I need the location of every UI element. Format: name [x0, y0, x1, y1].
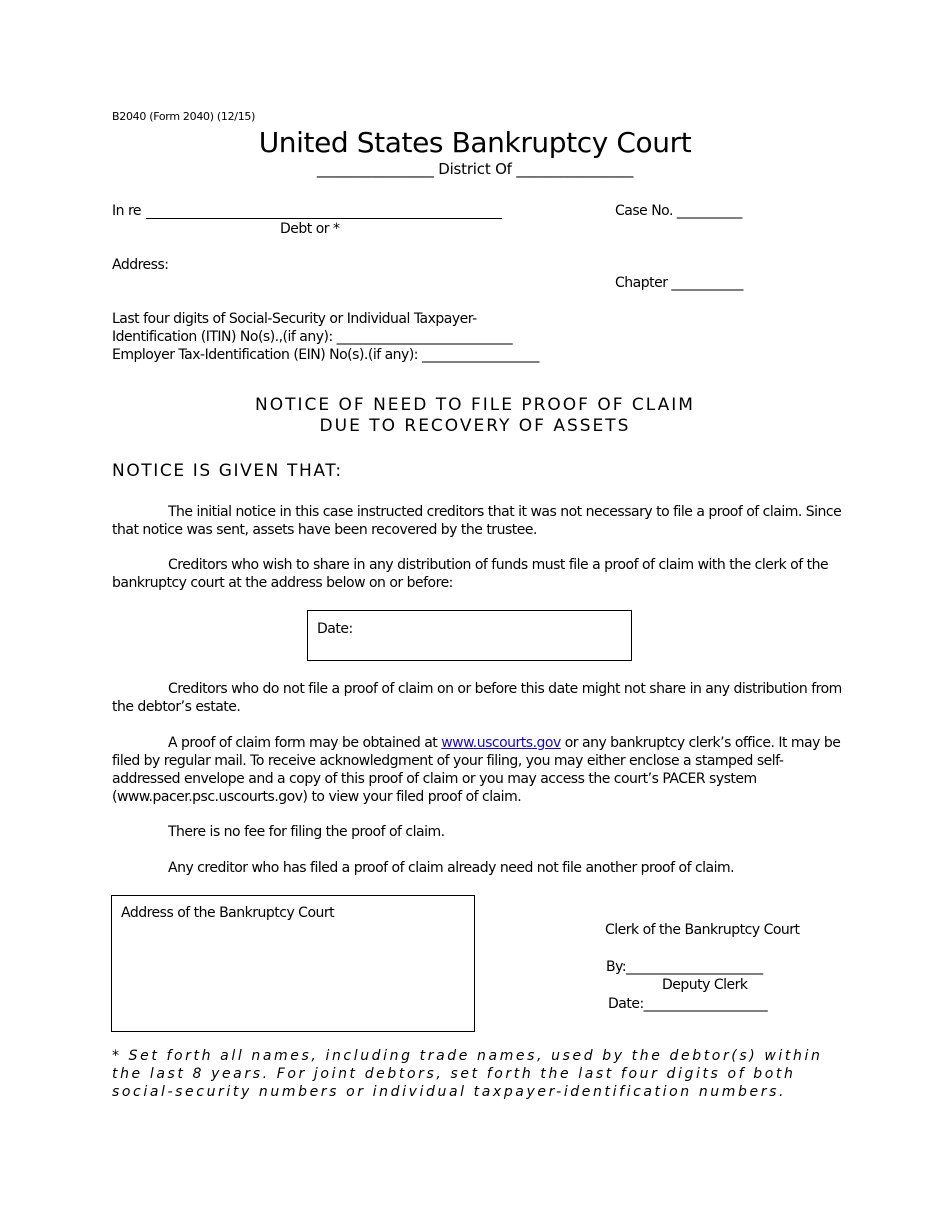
debtor-footnote — [112, 1047, 832, 1101]
date-box — [307, 610, 632, 661]
clerk-date-line: Date:___________________ — [608, 996, 768, 1012]
uscourts-link[interactable]: www.uscourts.gov — [441, 735, 561, 751]
notice-title-line-1: NOTICE OF NEED TO FILE PROOF OF CLAIM — [255, 395, 695, 415]
date-label: Date: — [317, 621, 353, 637]
court-title: United States Bankruptcy Court — [258, 126, 692, 159]
notice-given-heading: NOTICE IS GIVEN THAT: — [112, 461, 343, 481]
footnote-line-1: * Set forth all names, including trade names, used by the debtor(s) within — [112, 1048, 823, 1064]
paragraph-proof-form-intro: A proof of claim form may be obtained at — [168, 735, 442, 751]
form-number: B2040 (Form 2040) (12/15) — [112, 110, 256, 123]
notice-title — [0, 395, 950, 437]
address-label: Address: — [112, 257, 169, 273]
notice-title-line-2: DUE TO RECOVERY OF ASSETS — [319, 416, 631, 436]
paragraph-not-share — [112, 680, 842, 716]
ssn-line-2: Identification (ITIN) No(s).,(if any): ___________________________ — [112, 329, 513, 345]
deputy-clerk-label: Deputy Clerk — [662, 977, 748, 993]
paragraph-not-share-text: Creditors who do not file a proof of claim on or before this date might not share in any distribution from the debtor’s estate. — [112, 681, 842, 715]
paragraph-file-claim — [112, 556, 842, 592]
chapter-field: Chapter ___________ — [615, 275, 743, 291]
clerk-title: Clerk of the Bankruptcy Court — [605, 922, 800, 938]
paragraph-proof-form — [112, 734, 842, 806]
case-number-field: Case No. __________ — [615, 203, 742, 219]
court-address-box — [111, 895, 475, 1032]
paragraph-already-filed — [112, 859, 842, 877]
footnote-line-3: social-security numbers or individual taxpayer-identification numbers. — [112, 1084, 787, 1100]
district-line: ________________ District Of ________________ — [316, 160, 634, 178]
paragraph-no-fee — [112, 823, 842, 841]
ssn-line-1: Last four digits of Social-Security or Individual Taxpayer- — [112, 311, 477, 327]
paragraph-no-fee-text: There is no fee for filing the proof of claim. — [168, 824, 445, 840]
debtor-label: Debt or * — [280, 221, 340, 237]
paragraph-already-filed-text: Any creditor who has filed a proof of claim already need not file another proof of claim. — [168, 860, 735, 876]
court-address-label: Address of the Bankruptcy Court — [121, 905, 335, 921]
debtor-name-line — [146, 218, 502, 219]
clerk-signature-line: By:_____________________ — [606, 959, 763, 975]
paragraph-file-claim-text: Creditors who wish to share in any distribution of funds must file a proof of claim with the clerk of the bankruptcy court at the address below on or before: — [112, 557, 829, 591]
footnote-line-2: the last 8 years. For joint debtors, set forth the last four digits of both — [112, 1066, 796, 1082]
paragraph-proof-form-rest: or any bankruptcy clerk’s office. It may be filed by regular mail. To receive acknowledgment of your filing, you may either enclose a stamped self-addressed envelope and a copy of this proof of claim or you may access the court’s PACER system (www.pacer.psc.uscourts.gov) to view your filed proof of claim. — [112, 735, 841, 805]
in-re-label: In re — [112, 203, 142, 219]
paragraph-initial-notice — [112, 503, 842, 539]
paragraph-initial-notice-text: The initial notice in this case instructed creditors that it was not necessary to file a proof of claim. Since that notice was sent, assets have been recovered by the trustee. — [112, 504, 842, 538]
ein-line: Employer Tax-Identification (EIN) No(s).(if any): __________________ — [112, 347, 539, 363]
